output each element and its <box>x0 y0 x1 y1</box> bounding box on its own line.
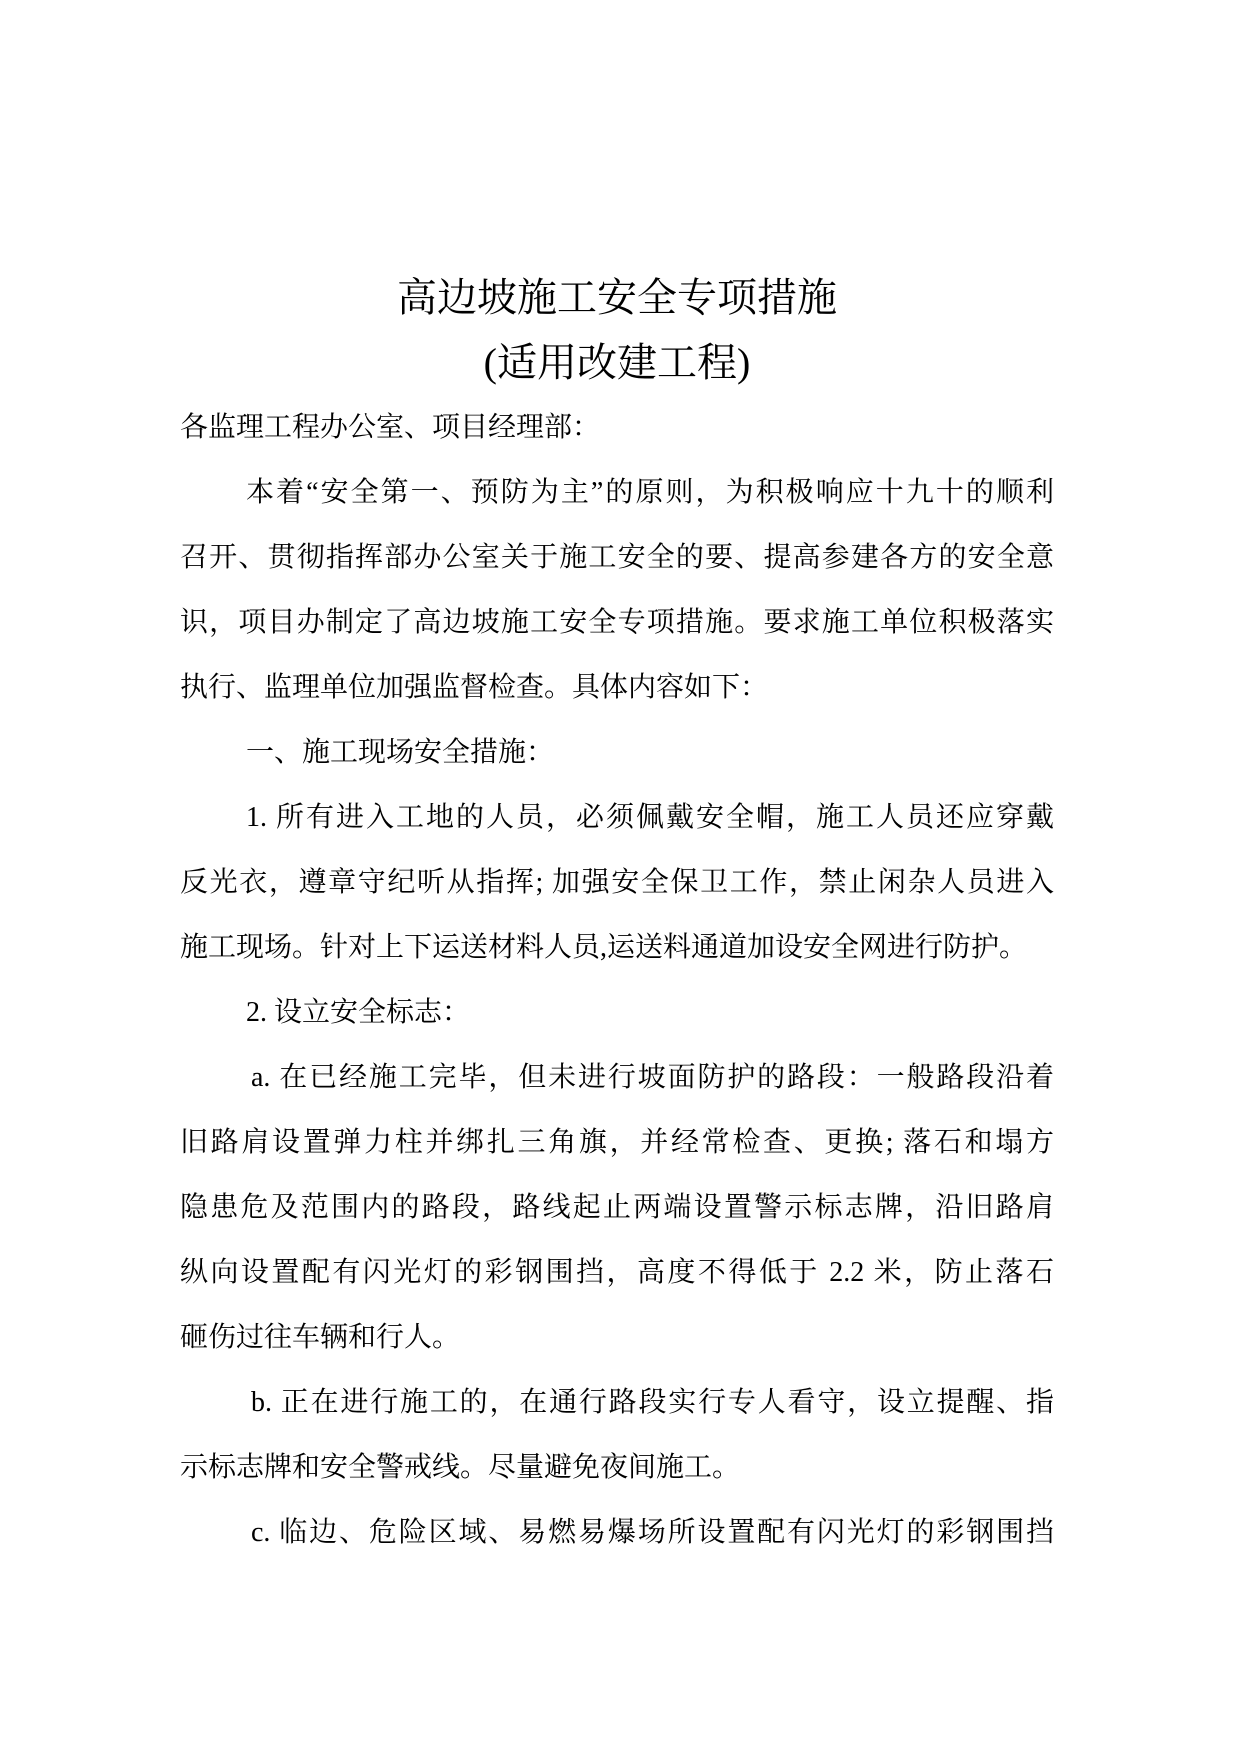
doc-line-item2b-2: 示标志牌和安全警戒线。尽量避免夜间施工。 <box>180 1452 741 1483</box>
doc-line-intro-2: 召开、贯彻指挥部办公室关于施工安全的要、提高参建各方的安全意 <box>180 542 1054 573</box>
doc-line-intro-1: 本着“安全第一、预防为主”的原则，为积极响应十九十的顺利 <box>246 477 1054 508</box>
doc-line-item1-3: 施工现场。针对上下运送材料人员,运送料通道加设安全网进行防护。 <box>180 932 1028 963</box>
doc-line-item2a-3: 隐患危及范围内的路段，路线起止两端设置警示标志牌，沿旧路肩 <box>180 1192 1054 1223</box>
document-content <box>180 265 1054 1565</box>
doc-line-item2-head: 2. 设立安全标志： <box>246 997 471 1028</box>
doc-line-section-1: 一、施工现场安全措施： <box>246 737 555 768</box>
doc-line-item2c-1: c. 临边、危险区域、易燃易爆场所设置配有闪光灯的彩钢围挡 <box>251 1517 1054 1548</box>
doc-title: 高边坡施工安全专项措施 <box>397 275 837 320</box>
doc-line-intro-4: 执行、监理单位加强监督检查。具体内容如下： <box>180 672 769 703</box>
doc-line-item2a-1: a. 在已经施工完毕，但未进行坡面防护的路段：一般路段沿着 <box>251 1062 1054 1093</box>
doc-line-item1-2: 反光衣，遵章守纪听从指挥; 加强安全保卫工作，禁止闲杂人员进入 <box>180 867 1054 898</box>
doc-line-salutation: 各监理工程办公室、项目经理部： <box>180 412 601 443</box>
doc-subtitle: (适用改建工程) <box>483 340 751 385</box>
doc-line-item2a-5: 砸伤过往车辆和行人。 <box>180 1322 461 1353</box>
doc-line-item2a-2: 旧路肩设置弹力柱并绑扎三角旗，并经常检查、更换; 落石和塌方 <box>180 1127 1054 1158</box>
doc-line-item2b-1: b. 正在进行施工的，在通行路段实行专人看守，设立提醒、指 <box>251 1387 1054 1418</box>
doc-line-item1-1: 1. 所有进入工地的人员，必须佩戴安全帽，施工人员还应穿戴 <box>246 802 1054 833</box>
doc-line-intro-3: 识，项目办制定了高边坡施工安全专项措施。要求施工单位积极落实 <box>180 607 1054 638</box>
doc-line-item2a-4: 纵向设置配有闪光灯的彩钢围挡，高度不得低于 2.2 米，防止落石 <box>180 1257 1054 1288</box>
